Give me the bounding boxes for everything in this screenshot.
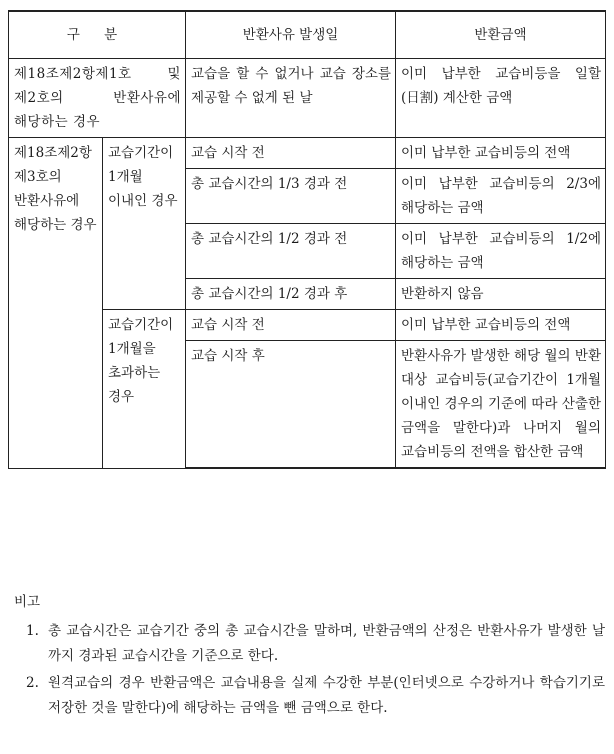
amount-cell: 이미 납부한 교습비등의 전액 bbox=[396, 310, 606, 341]
refund-table bbox=[8, 10, 606, 469]
occurrence-cell: 교습 시작 전 bbox=[186, 310, 396, 341]
header-category: 구 분 bbox=[9, 11, 186, 59]
notes-title: 비고 bbox=[14, 594, 41, 610]
occurrence-cell: 총 교습시간의 1/2 경과 전 bbox=[186, 224, 396, 279]
amount-cell: 반환사유가 발생한 해당 월의 반환 대상 교습비등(교습기간이 1개월 이내인 경우의 기준에 따라 산출한 금액을 말한다)과 나머지 월의 교습비등의 전액을 합산한 금액 bbox=[396, 341, 606, 469]
amount-cell: 이미 납부한 교습비등의 1/2에 해당하는 금액 bbox=[396, 224, 606, 279]
occurrence-cell: 총 교습시간의 1/3 경과 전 bbox=[186, 169, 396, 224]
amount-cell: 이미 납부한 교습비등의 2/3에 해당하는 금액 bbox=[396, 169, 606, 224]
table-header-row bbox=[9, 11, 606, 59]
occurrence-cell: 교습 시작 후 bbox=[186, 341, 396, 469]
category-cell: 제18조제2항 제3호의 반환사유에 해당하는 경우 bbox=[9, 138, 103, 469]
occurrence-cell: 교습을 할 수 없거나 교습 장소를 제공할 수 없게 된 날 bbox=[186, 59, 396, 138]
table-row bbox=[9, 138, 606, 169]
period-cell-over-1-month: 교습기간이 1개월을 초과하는 경우 bbox=[103, 310, 186, 469]
period-cell-within-1-month: 교습기간이 1개월 이내인 경우 bbox=[103, 138, 186, 310]
table-row bbox=[9, 59, 606, 138]
note-number: 2. bbox=[26, 675, 39, 691]
note-number: 1. bbox=[26, 623, 39, 639]
note-item bbox=[26, 671, 605, 721]
note-text: 원격교습의 경우 반환금액은 교습내용을 실제 수강한 부분(인터넷으로 수강하거나 학습기기로 저장한 것을 말한다)에 해당하는 금액을 뺀 금액으로 한다. bbox=[48, 675, 605, 716]
occurrence-cell: 총 교습시간의 1/2 경과 후 bbox=[186, 279, 396, 310]
notes-section bbox=[8, 590, 605, 723]
amount-cell: 이미 납부한 교습비등의 전액 bbox=[396, 138, 606, 169]
header-occurrence-date: 반환사유 발생일 bbox=[186, 11, 396, 59]
occurrence-cell: 교습 시작 전 bbox=[186, 138, 396, 169]
note-item bbox=[26, 619, 605, 669]
category-cell: 제18조제2항제1호 및 제2호의 반환사유에 해당하는 경우 bbox=[9, 59, 186, 138]
amount-cell: 반환하지 않음 bbox=[396, 279, 606, 310]
note-text: 총 교습시간은 교습기간 중의 총 교습시간을 말하며, 반환금액의 산정은 반환사유가 발생한 날까지 경과된 교습시간을 기준으로 한다. bbox=[48, 623, 605, 664]
amount-cell: 이미 납부한 교습비등을 일할(日割) 계산한 금액 bbox=[396, 59, 606, 138]
header-refund-amount: 반환금액 bbox=[396, 11, 606, 59]
